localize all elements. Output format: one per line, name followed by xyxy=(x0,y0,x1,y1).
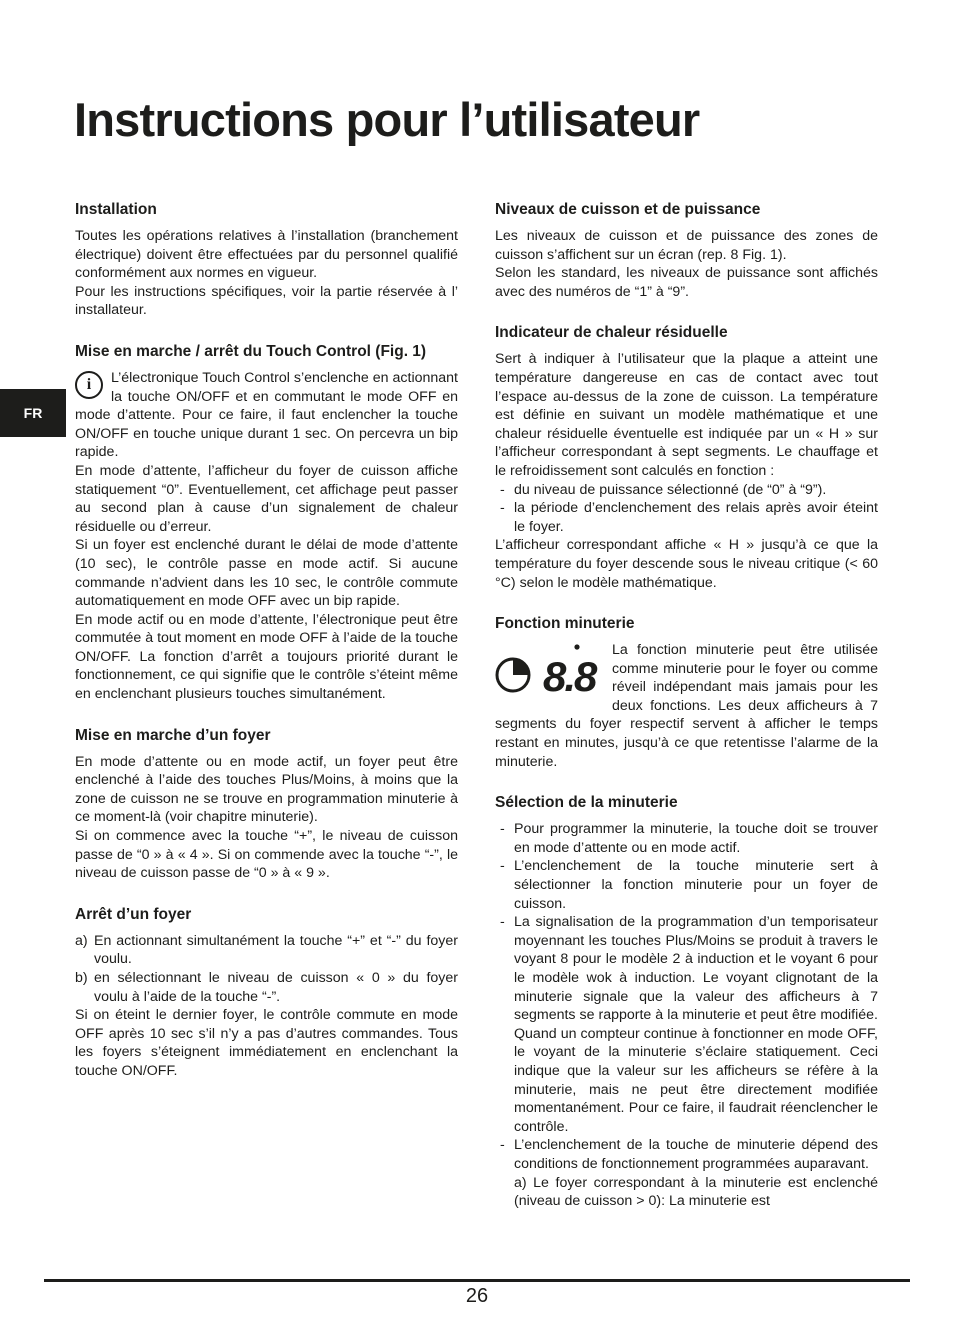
left-column xyxy=(75,200,458,1103)
language-tab: FR xyxy=(0,389,66,437)
section-installation xyxy=(75,200,458,320)
chaleur-paragraph: L’afficheur correspondant affiche « H » jusqu’à ce que la température du foyer descende sous le niveau critique (< 60 °C) selon le modèle mathématique. xyxy=(495,537,878,591)
foyer-off-paragraph: Si on éteint le dernier foyer, le contrôle commute en mode OFF après 10 sec s’il n’y a pas d’autres commandes. Tous les foyers s’éteignent immédiatement en enclenchant la touche ON/OFF. xyxy=(75,1007,458,1079)
foyer-on-heading: Mise en marche d’un foyer xyxy=(75,726,271,744)
foyer-off-list xyxy=(75,932,458,1006)
list-item: a) En actionnant simultanément la touche “+” et “-” du foyer voulu. xyxy=(75,932,458,968)
foyer-off-heading: Arrêt d’un foyer xyxy=(75,905,192,923)
niveaux-heading: Niveaux de cuisson et de puissance xyxy=(495,201,761,218)
minuterie-heading: Fonction minuterie xyxy=(495,615,635,633)
section-niveaux xyxy=(495,200,878,301)
selection-heading: Sélection de la minuterie xyxy=(495,794,678,812)
section-selection xyxy=(495,793,878,1210)
list-item: - L’enclenchement de la touche de minuterie dépend des conditions de fonctionnement programmées auparavant. xyxy=(500,1137,878,1172)
list-item: - Pour programmer la minuterie, la touche doit se trouver en mode d’attente ou en mode actif. xyxy=(500,821,878,856)
timer-display-icon xyxy=(495,641,607,697)
section-touch-control xyxy=(75,342,458,704)
timer-dot-indicator xyxy=(574,644,579,649)
foyer-on-paragraph: En mode d’attente ou en mode actif, un foyer peut être enclenché à l’aide des touches Plus/Moins, à moins que la zone de cuisson ne se trouve en programmation minuterie à ce moment-là (voir chapitre minuterie). xyxy=(75,753,458,826)
touch-control-paragraph: Si un foyer est enclenché durant le délai de mode d’attente (10 sec), le contrôle passe en mode actif. Si aucune commande n’advient dans les 10 sec, le contrôle commute automatiquement en mode OFF avec un bip rapide. xyxy=(75,537,458,610)
foyer-on-paragraph: Si on commence avec la touche “+”, le niveau de cuisson passe de “0 » à « 4 ». Si on commende avec la touche “-”, le niveau de cuisson passe de “0 » à « 9 ». xyxy=(75,828,458,882)
installation-paragraph: Toutes les opérations relatives à l’installation (branchement électrique) doivent être effectuées par du personnel qualifié conformément aux normes en vigueur. xyxy=(75,228,458,282)
section-foyer-off xyxy=(75,905,458,1081)
touch-control-heading: Mise en marche / arrêt du Touch Control (Fig. 1) xyxy=(75,342,427,360)
installation-paragraph: Pour les instructions spécifiques, voir la partie réservée à l’ installateur. xyxy=(75,283,458,319)
page-title: Instructions pour l’utilisateur xyxy=(74,93,700,146)
list-item: b) en sélectionnant le niveau de cuisson « 0 » du foyer voulu à l’aide de la touche “-”. xyxy=(75,970,458,1005)
section-minuterie xyxy=(495,614,878,771)
chaleur-heading: Indicateur de chaleur résiduelle xyxy=(495,324,728,342)
chaleur-paragraph: Sert à indiquer à l’utilisateur que la plaque a atteint une température dangereuse en cas de contact avec tout l’espace au-dessus de la zone de cuisson. La température est définie en suivant un modèle mathématique et une chaleur résiduelle éventuelle est indiquée par un « H » sur l’afficheur correspondant à sept segments. Le chauffage et le refroidissement sont calculés en fonction : xyxy=(495,351,878,479)
minuterie-paragraph: 8.8 La fonction minuterie peut être utilisée comme minuterie pour le foyer ou comme réveil indépendant mais jamais pour les deux fonctions. Les deux afficheurs à 7 segments du foyer respectif servent à afficher le temps restant en minutes, jusqu’à ce que retentisse l’alarme de la minuterie. xyxy=(495,642,878,770)
list-item: - la période d’enclenchement des relais après avoir éteint le foyer. xyxy=(500,500,878,535)
list-item: - La signalisation de la programmation d’un temporisateur moyennant les touches Plus/Moins se produit à travers le voyant 8 pour le modèle 2 à induction et le voyant 6 pour le modèle wok à induction. Le voyant clignotant de la minuterie signale que la valeur des afficheurs à 7 segments se rapporte à la minuterie et peut être modifiée. Quand un compteur continue à fonctionner en mode OFF, le voyant de la minuterie s’éclaire statiquement. Ceci indique que la valeur sur les afficheurs se réfère à la minuterie, mais ne peut être directement modifiée momentanément. Pour ce faire, il faudrait réenclencher le contrôle. xyxy=(500,914,878,1135)
section-foyer-on xyxy=(75,726,458,883)
touch-control-paragraph: i L’électronique Touch Control s’enclenche en actionnant la touche ON/OFF et en commutant le mode OFF en mode d’attente. Pour ce faire, il faut enclencher la touche ON/OFF en touche unique durant 1 sec. On percevra un bip rapide. xyxy=(75,369,458,461)
selection-list xyxy=(495,820,878,1173)
chaleur-list xyxy=(495,481,878,537)
footer-rule xyxy=(44,1279,910,1282)
installation-heading: Installation xyxy=(75,201,157,218)
selection-subparagraph: a) Le foyer correspondant à la minuterie est enclenché (niveau de cuisson > 0): La minuterie est xyxy=(514,1174,878,1210)
info-icon: i xyxy=(75,371,103,399)
list-item: - L’enclenchement de la touche minuterie sert à sélectionner la fonction minuterie pour un foyer de cuisson. xyxy=(500,858,878,912)
page-number: 26 xyxy=(465,1285,489,1307)
niveaux-paragraph: Selon les standard, les niveaux de puissance sont affichés avec des numéros de “1” à “9”. xyxy=(495,265,878,300)
touch-control-paragraph: En mode d’attente, l’afficheur du foyer de cuisson affiche statiquement “0”. Eventuellement, cet affichage peut passer au second plan à cause d’un signalement de chaleur résiduelle ou d’erreur. xyxy=(75,462,458,535)
right-column xyxy=(495,200,878,1233)
timer-clock-quadrant xyxy=(513,659,529,675)
niveaux-paragraph: Les niveaux de cuisson et de puissance des zones de cuisson s’affichent sur un écran (rep. 8 Fig. 1). xyxy=(495,228,878,263)
list-item: - du niveau de puissance sélectionné (de “0” à “9”). xyxy=(500,481,827,498)
seven-segment-digits: 8.8 xyxy=(543,653,596,698)
section-chaleur xyxy=(495,323,878,592)
touch-control-paragraph: En mode actif ou en mode d’attente, l’électronique peut être commutée à tout moment en mode OFF à l’aide de la touche ON/OFF. La fonction d’arrêt a toujours priorité durant le fonctionnement, ce qui signifie que le contrôle s’éteint même en enclenchant plusieurs touches simultanément. xyxy=(75,611,458,703)
